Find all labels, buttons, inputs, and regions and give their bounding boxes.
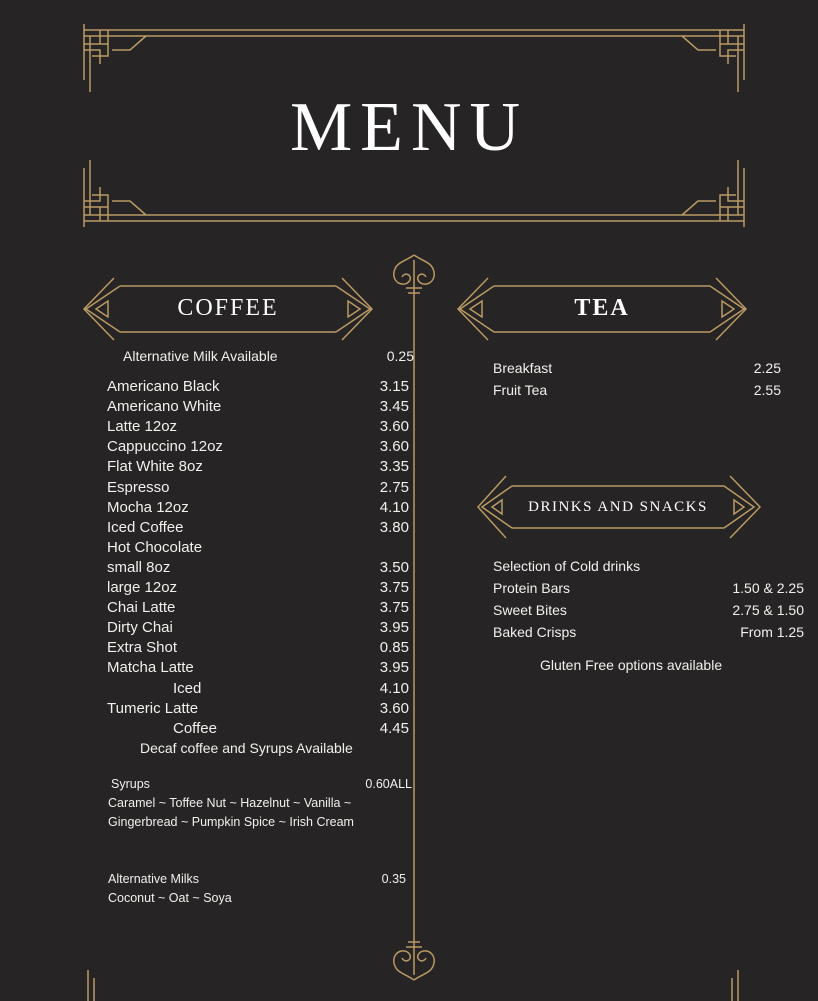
coffee-item-price: 3.15: [379, 378, 409, 395]
coffee-item-name: Latte 12oz: [107, 418, 178, 436]
coffee-item-price: 3.95: [379, 659, 409, 677]
syrups-price: 0.60ALL: [365, 777, 412, 791]
coffee-item-price: 2.75: [379, 478, 409, 496]
tea-item-name: Fruit Tea: [493, 382, 548, 398]
coffee-item-price: 4.45: [379, 719, 409, 737]
coffee-item-name: Tumeric Latte: [107, 699, 199, 717]
tea-item-name: Breakfast: [493, 360, 553, 376]
coffee-item-name: Americano White: [107, 398, 222, 416]
coffee-item-name: Espresso: [107, 478, 170, 496]
coffee-item-name: Extra Shot: [107, 639, 178, 657]
coffee-item-name: Chai Latte: [107, 599, 176, 617]
drinks-item-name: Selection of Cold drinks: [493, 558, 641, 574]
coffee-item-price: 4.10: [379, 498, 409, 516]
drinks-item-name: Sweet Bites: [493, 602, 567, 618]
decaf-note: Decaf coffee and Syrups Available: [140, 740, 353, 756]
coffee-item-price: 3.60: [379, 699, 409, 717]
coffee-item-price: 3.45: [379, 398, 409, 416]
tea-item-price: 2.55: [753, 382, 781, 398]
syrups-line-2: Gingerbread ~ Pumpkin Spice ~ Irish Cream: [108, 815, 354, 829]
drinks-item-name: Protein Bars: [493, 580, 571, 596]
gluten-free-note: Gluten Free options available: [540, 657, 723, 673]
alt-milk-note-label: Alternative Milk Available: [123, 348, 278, 364]
coffee-item-name: Americano Black: [107, 378, 220, 395]
syrups-label: Syrups: [111, 777, 150, 791]
alt-milk-note-price: 0.25: [386, 348, 414, 364]
coffee-item-name: Iced Coffee: [107, 518, 184, 536]
coffee-item-name: Matcha Latte: [107, 659, 194, 677]
page-title: MENU: [289, 89, 529, 166]
coffee-item-name: Cappuccino 12oz: [107, 438, 223, 456]
coffee-item-name: Dirty Chai: [107, 619, 173, 637]
coffee-item-name: large 12oz: [107, 579, 178, 596]
coffee-item-price: 3.50: [379, 558, 409, 576]
syrups-line-1: Caramel ~ Toffee Nut ~ Hazelnut ~ Vanilla ~: [108, 796, 352, 810]
coffee-item-price: 4.10: [379, 679, 409, 697]
coffee-item-name: Iced: [173, 679, 202, 697]
drinks-item-price: 1.50 & 2.25: [732, 580, 804, 596]
drinks-heading: DRINKS AND SNACKS: [528, 499, 708, 515]
tea-heading: TEA: [574, 295, 630, 321]
alt-milks-price: 0.35: [381, 872, 406, 886]
coffee-item-price: 3.80: [379, 518, 409, 536]
alt-milks-label: Alternative Milks: [108, 872, 199, 886]
drinks-item-name: Baked Crisps: [493, 624, 577, 640]
drinks-item-price: From 1.25: [740, 624, 804, 640]
coffee-item-price: 3.75: [379, 579, 409, 596]
coffee-item-name: Coffee: [173, 719, 217, 737]
coffee-item-price: 0.85: [379, 639, 409, 657]
coffee-item-price: 3.35: [379, 458, 409, 476]
coffee-item-name: Mocha 12oz: [107, 498, 189, 516]
coffee-item-name: Flat White 8oz: [107, 458, 203, 476]
coffee-item-price: 3.75: [379, 599, 409, 617]
coffee-heading: COFFEE: [177, 295, 279, 321]
alt-milks-line-1: Coconut ~ Oat ~ Soya: [108, 891, 232, 905]
drinks-item-price: 2.75 & 1.50: [732, 602, 804, 618]
coffee-item-price: 3.60: [379, 438, 409, 456]
coffee-item-price: 3.60: [379, 418, 409, 436]
tea-item-price: 2.25: [753, 360, 781, 376]
coffee-item-name: small 8oz: [107, 558, 171, 576]
coffee-item-name: Hot Chocolate: [107, 538, 203, 556]
coffee-item-price: 3.95: [379, 619, 409, 637]
